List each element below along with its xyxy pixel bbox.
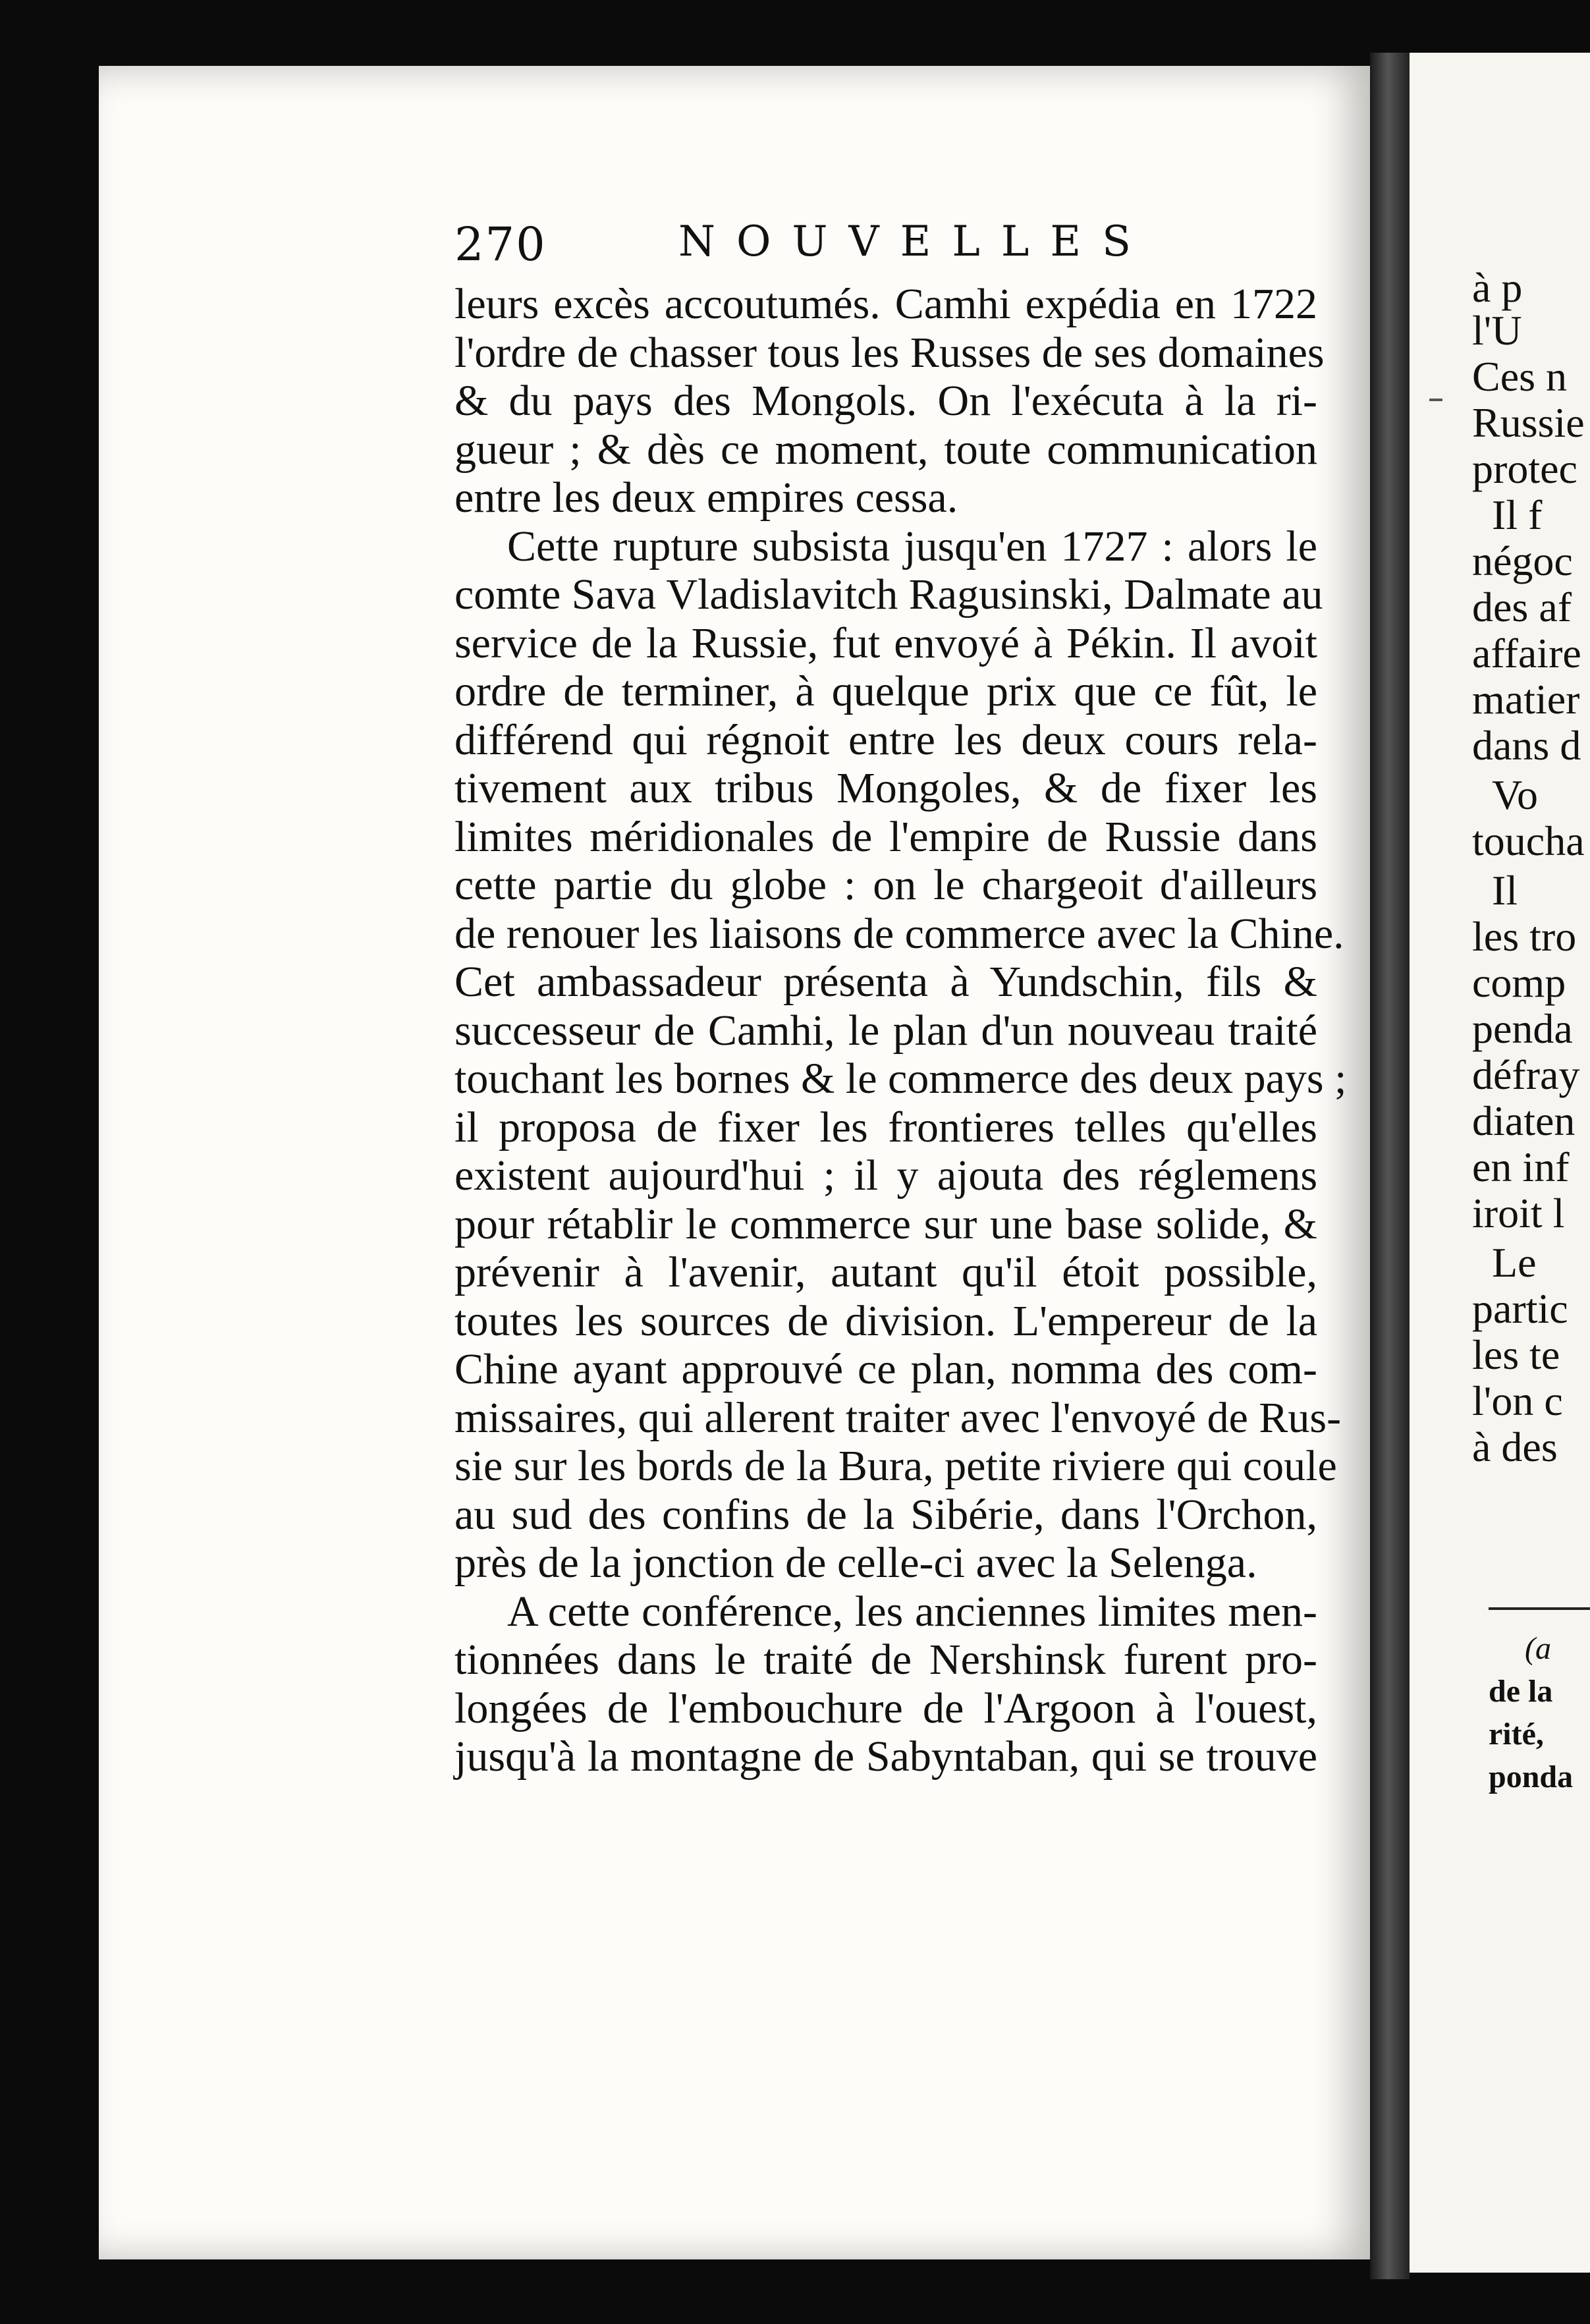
right-page-line: toucha — [1472, 817, 1585, 864]
text-line: tionnées dans le traité de Nershinsk furent pro- — [454, 1636, 1317, 1684]
text-line: limites méridionales de l'empire de Russie dans — [454, 812, 1317, 861]
right-page-line: partic — [1472, 1285, 1568, 1332]
right-page-line: Le — [1492, 1239, 1537, 1286]
right-page-line: comp — [1472, 959, 1566, 1006]
right-page-line: Il — [1492, 867, 1518, 914]
text-line: entre les deux empires cessa. — [454, 474, 958, 522]
text-line: au sud des confins de la Sibérie, dans l'Orchon, — [454, 1490, 1317, 1539]
right-page-line: des af — [1472, 584, 1572, 630]
text-line: ordre de terminer, à quelque prix que ce fût, le — [454, 667, 1317, 715]
footnote-line: rité, — [1489, 1717, 1544, 1752]
text-line: longées de l'embouchure de l'Argoon à l'ouest, — [454, 1684, 1317, 1732]
right-page-line: les tro — [1472, 913, 1577, 960]
right-page-line: iroit l — [1472, 1190, 1565, 1236]
text-line: différend qui régnoit entre les deux cours rela- — [454, 715, 1317, 764]
text-line: touchant les bornes & le commerce des deux pays ; — [454, 1055, 1347, 1103]
text-line: sie sur les bords de la Bura, petite riviere qui coule — [454, 1442, 1337, 1490]
text-line: jusqu'à la montagne de Sabyntaban, qui se trouve — [454, 1732, 1317, 1781]
text-line: A cette conférence, les anciennes limites men- — [507, 1587, 1317, 1636]
right-page-line: défray — [1472, 1051, 1580, 1098]
right-page-line: en inf — [1472, 1144, 1570, 1190]
running-title: NOUVELLES — [678, 217, 1152, 266]
right-page-line: penda — [1472, 1005, 1573, 1052]
right-page-line: dans d — [1472, 722, 1581, 769]
text-line: de renouer les liaisons de commerce avec la Chine. — [454, 909, 1344, 958]
text-line: successeur de Camhi, le plan d'un nouveau traité — [454, 1006, 1317, 1055]
text-line: service de la Russie, fut envoyé à Pékin. Il avoit — [454, 619, 1317, 667]
right-page-line: Russie — [1472, 399, 1585, 446]
footnote-line: (a — [1525, 1631, 1551, 1666]
text-line: tivement aux tribus Mongoles, & de fixer les — [454, 764, 1317, 812]
text-line: Chine ayant approuvé ce plan, nomma des com- — [454, 1345, 1317, 1393]
book-gutter — [1370, 53, 1410, 2279]
text-line: toutes les sources de division. L'empereur de la — [454, 1296, 1317, 1345]
right-page-line: l'U — [1472, 307, 1522, 354]
right-page-line: protec — [1472, 445, 1577, 492]
text-line: l'ordre de chasser tous les Russes de ses domaines — [454, 328, 1325, 377]
right-page-line: Il f — [1492, 491, 1543, 538]
right-page-line: les te — [1472, 1331, 1560, 1378]
right-page-line: négoc — [1472, 538, 1573, 584]
right-page-line: à p — [1472, 264, 1523, 311]
page-header — [454, 217, 1324, 277]
text-line: missaires, qui allerent traiter avec l'envoyé de Rus- — [454, 1393, 1342, 1442]
right-page-line: à des — [1472, 1424, 1558, 1470]
text-line: gueur ; & dès ce moment, toute communication — [454, 425, 1317, 474]
right-page-line: diaten — [1472, 1097, 1576, 1144]
text-line: & du pays des Mongols. On l'exécuta à la ri- — [454, 377, 1317, 425]
text-line: leurs excès accoutumés. Camhi expédia en 1722 — [454, 280, 1317, 328]
text-line: comte Sava Vladislavitch Ragusinski, Dalmate au — [454, 570, 1323, 619]
text-line: existent aujourd'hui ; il y ajouta des réglemens — [454, 1151, 1317, 1200]
right-page-line: Ces n — [1472, 353, 1567, 400]
footnote-line: ponda — [1489, 1759, 1574, 1794]
right-page-line: Vo — [1492, 771, 1538, 818]
right-page — [1410, 53, 1590, 2273]
body-text — [454, 280, 1347, 1781]
footnote-rule — [1489, 1607, 1590, 1610]
text-line: il proposa de fixer les frontieres telles qu'elles — [454, 1103, 1317, 1151]
page-number: 270 — [454, 217, 547, 271]
text-line: pour rétablir le commerce sur une base solide, & — [454, 1200, 1317, 1248]
right-page-line: affaire — [1472, 630, 1581, 677]
footnote-line: de la — [1489, 1674, 1553, 1709]
text-line: cette partie du globe : on le chargeoit d'ailleurs — [454, 861, 1317, 909]
margin-mark — [1429, 399, 1442, 401]
right-page-line: l'on c — [1472, 1377, 1563, 1424]
text-line: prévenir à l'avenir, autant qu'il étoit possible, — [454, 1248, 1317, 1296]
text-line: Cet ambassadeur présenta à Yundschin, fils & — [454, 958, 1317, 1006]
text-line: Cette rupture subsista jusqu'en 1727 : alors le — [507, 522, 1317, 570]
right-page-line: matier — [1472, 676, 1580, 723]
text-line: près de la jonction de celle-ci avec la Selenga. — [454, 1539, 1257, 1587]
